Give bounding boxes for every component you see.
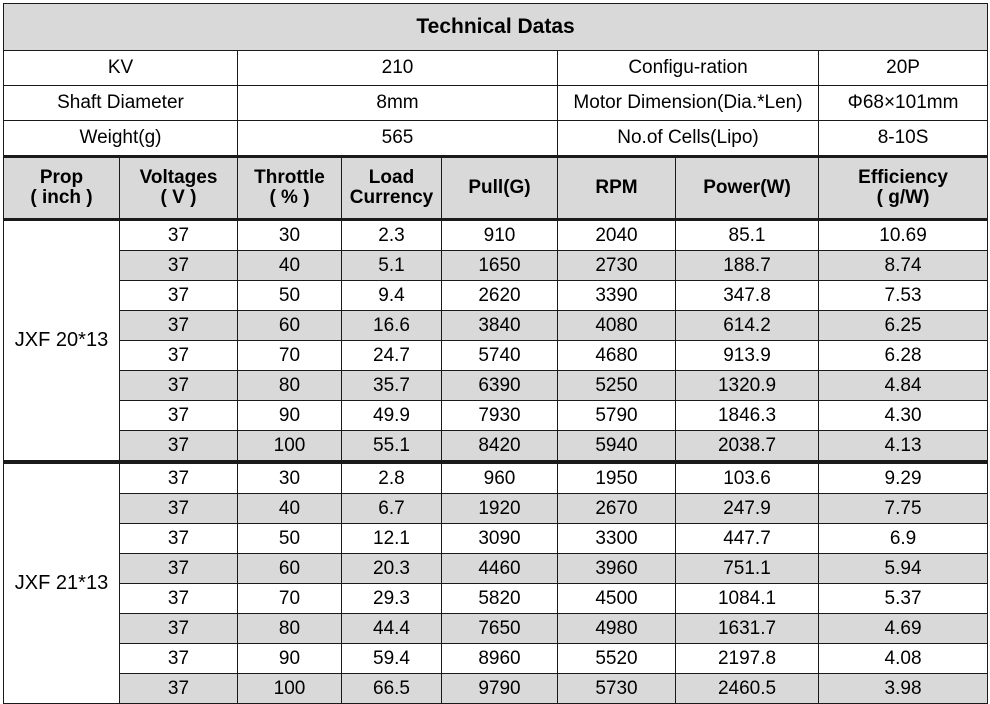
cell-w: 2038.7 <box>676 431 819 463</box>
cell-c: 2.8 <box>342 462 442 494</box>
cell-c: 29.3 <box>342 584 442 614</box>
table-row <box>4 251 988 281</box>
spec-value: 8mm <box>238 86 558 121</box>
cell-r: 4080 <box>558 311 676 341</box>
cell-r: 3300 <box>558 524 676 554</box>
cell-c: 44.4 <box>342 614 442 644</box>
cell-e: 4.08 <box>819 644 988 674</box>
cell-v: 37 <box>120 584 238 614</box>
technical-data-sheet <box>3 3 987 698</box>
cell-e: 4.69 <box>819 614 988 644</box>
cell-t: 90 <box>238 644 342 674</box>
cell-v: 37 <box>120 524 238 554</box>
table-row <box>4 674 988 704</box>
cell-p: 9790 <box>442 674 558 704</box>
cell-w: 1631.7 <box>676 614 819 644</box>
header-load-currency: Load Currency <box>342 157 442 220</box>
cell-v: 37 <box>120 554 238 584</box>
cell-v: 37 <box>120 644 238 674</box>
cell-w: 447.7 <box>676 524 819 554</box>
header-efficiency: Efficiency ( g/W) <box>819 157 988 220</box>
header-prop: Prop ( inch ) <box>4 157 120 220</box>
cell-v: 37 <box>120 281 238 311</box>
cell-w: 1320.9 <box>676 371 819 401</box>
spec-label: No.of Cells(Lipo) <box>558 121 819 157</box>
cell-p: 7650 <box>442 614 558 644</box>
table-row <box>4 371 988 401</box>
cell-v: 37 <box>120 311 238 341</box>
cell-e: 4.84 <box>819 371 988 401</box>
spec-row <box>4 51 988 86</box>
cell-t: 40 <box>238 251 342 281</box>
cell-c: 5.1 <box>342 251 442 281</box>
cell-c: 35.7 <box>342 371 442 401</box>
cell-v: 37 <box>120 251 238 281</box>
table-row <box>4 584 988 614</box>
cell-v: 37 <box>120 401 238 431</box>
cell-e: 6.9 <box>819 524 988 554</box>
cell-c: 16.6 <box>342 311 442 341</box>
table-title: Technical Datas <box>4 4 988 51</box>
cell-r: 1950 <box>558 462 676 494</box>
cell-e: 4.13 <box>819 431 988 463</box>
cell-p: 960 <box>442 462 558 494</box>
spec-value: 210 <box>238 51 558 86</box>
cell-v: 37 <box>120 462 238 494</box>
cell-w: 2197.8 <box>676 644 819 674</box>
header-pull: Pull(G) <box>442 157 558 220</box>
table-row <box>4 431 988 463</box>
cell-r: 2730 <box>558 251 676 281</box>
cell-c: 49.9 <box>342 401 442 431</box>
cell-r: 2670 <box>558 494 676 524</box>
table-row <box>4 614 988 644</box>
cell-v: 37 <box>120 674 238 704</box>
cell-r: 4980 <box>558 614 676 644</box>
cell-e: 9.29 <box>819 462 988 494</box>
cell-t: 60 <box>238 311 342 341</box>
cell-w: 1084.1 <box>676 584 819 614</box>
cell-w: 188.7 <box>676 251 819 281</box>
cell-r: 2040 <box>558 220 676 251</box>
header-throttle: Throttle ( % ) <box>238 157 342 220</box>
spec-value: Φ68×101mm <box>819 86 988 121</box>
cell-r: 5730 <box>558 674 676 704</box>
cell-p: 7930 <box>442 401 558 431</box>
cell-w: 103.6 <box>676 462 819 494</box>
cell-v: 37 <box>120 431 238 463</box>
table-row <box>4 554 988 584</box>
cell-v: 37 <box>120 371 238 401</box>
cell-e: 10.69 <box>819 220 988 251</box>
header-voltages: Voltages ( V ) <box>120 157 238 220</box>
cell-e: 3.98 <box>819 674 988 704</box>
column-header-row <box>4 157 988 220</box>
cell-w: 247.9 <box>676 494 819 524</box>
spec-label: Weight(g) <box>4 121 238 157</box>
cell-e: 6.25 <box>819 311 988 341</box>
cell-p: 910 <box>442 220 558 251</box>
cell-p: 3840 <box>442 311 558 341</box>
cell-v: 37 <box>120 220 238 251</box>
tech-table <box>3 3 988 704</box>
cell-p: 1650 <box>442 251 558 281</box>
cell-c: 6.7 <box>342 494 442 524</box>
cell-w: 913.9 <box>676 341 819 371</box>
table-row <box>4 494 988 524</box>
cell-p: 3090 <box>442 524 558 554</box>
cell-t: 100 <box>238 431 342 463</box>
table-row <box>4 644 988 674</box>
cell-r: 5250 <box>558 371 676 401</box>
cell-e: 7.53 <box>819 281 988 311</box>
spec-label: Configu-ration <box>558 51 819 86</box>
header-power: Power(W) <box>676 157 819 220</box>
cell-t: 50 <box>238 281 342 311</box>
cell-e: 5.37 <box>819 584 988 614</box>
cell-r: 3960 <box>558 554 676 584</box>
cell-c: 24.7 <box>342 341 442 371</box>
cell-e: 6.28 <box>819 341 988 371</box>
table-row <box>4 220 988 251</box>
cell-t: 60 <box>238 554 342 584</box>
cell-p: 5820 <box>442 584 558 614</box>
spec-label: KV <box>4 51 238 86</box>
spec-value: 8-10S <box>819 121 988 157</box>
table-row <box>4 311 988 341</box>
cell-p: 6390 <box>442 371 558 401</box>
spec-label: Shaft Diameter <box>4 86 238 121</box>
cell-e: 4.30 <box>819 401 988 431</box>
cell-r: 3390 <box>558 281 676 311</box>
cell-t: 80 <box>238 614 342 644</box>
cell-c: 59.4 <box>342 644 442 674</box>
cell-t: 50 <box>238 524 342 554</box>
cell-r: 5940 <box>558 431 676 463</box>
cell-p: 1920 <box>442 494 558 524</box>
cell-c: 55.1 <box>342 431 442 463</box>
cell-w: 2460.5 <box>676 674 819 704</box>
table-row <box>4 524 988 554</box>
prop-cell: JXF 20*13 <box>4 220 120 463</box>
cell-t: 30 <box>238 462 342 494</box>
cell-r: 4500 <box>558 584 676 614</box>
cell-t: 80 <box>238 371 342 401</box>
cell-e: 7.75 <box>819 494 988 524</box>
cell-p: 8420 <box>442 431 558 463</box>
spec-row <box>4 121 988 157</box>
cell-t: 70 <box>238 584 342 614</box>
table-row <box>4 341 988 371</box>
cell-c: 66.5 <box>342 674 442 704</box>
cell-t: 100 <box>238 674 342 704</box>
cell-p: 5740 <box>442 341 558 371</box>
cell-w: 85.1 <box>676 220 819 251</box>
table-row <box>4 401 988 431</box>
cell-w: 614.2 <box>676 311 819 341</box>
cell-t: 90 <box>238 401 342 431</box>
cell-e: 5.94 <box>819 554 988 584</box>
cell-w: 1846.3 <box>676 401 819 431</box>
cell-p: 4460 <box>442 554 558 584</box>
cell-v: 37 <box>120 614 238 644</box>
cell-v: 37 <box>120 341 238 371</box>
cell-c: 9.4 <box>342 281 442 311</box>
spec-label: Motor Dimension(Dia.*Len) <box>558 86 819 121</box>
cell-e: 8.74 <box>819 251 988 281</box>
spec-value: 565 <box>238 121 558 157</box>
cell-t: 30 <box>238 220 342 251</box>
cell-v: 37 <box>120 494 238 524</box>
cell-w: 347.8 <box>676 281 819 311</box>
cell-p: 8960 <box>442 644 558 674</box>
table-row <box>4 462 988 494</box>
cell-t: 70 <box>238 341 342 371</box>
cell-r: 4680 <box>558 341 676 371</box>
cell-c: 12.1 <box>342 524 442 554</box>
spec-value: 20P <box>819 51 988 86</box>
spec-row <box>4 86 988 121</box>
cell-r: 5790 <box>558 401 676 431</box>
table-row <box>4 281 988 311</box>
cell-t: 40 <box>238 494 342 524</box>
cell-r: 5520 <box>558 644 676 674</box>
cell-c: 20.3 <box>342 554 442 584</box>
cell-p: 2620 <box>442 281 558 311</box>
cell-w: 751.1 <box>676 554 819 584</box>
cell-c: 2.3 <box>342 220 442 251</box>
header-rpm: RPM <box>558 157 676 220</box>
prop-cell: JXF 21*13 <box>4 462 120 704</box>
